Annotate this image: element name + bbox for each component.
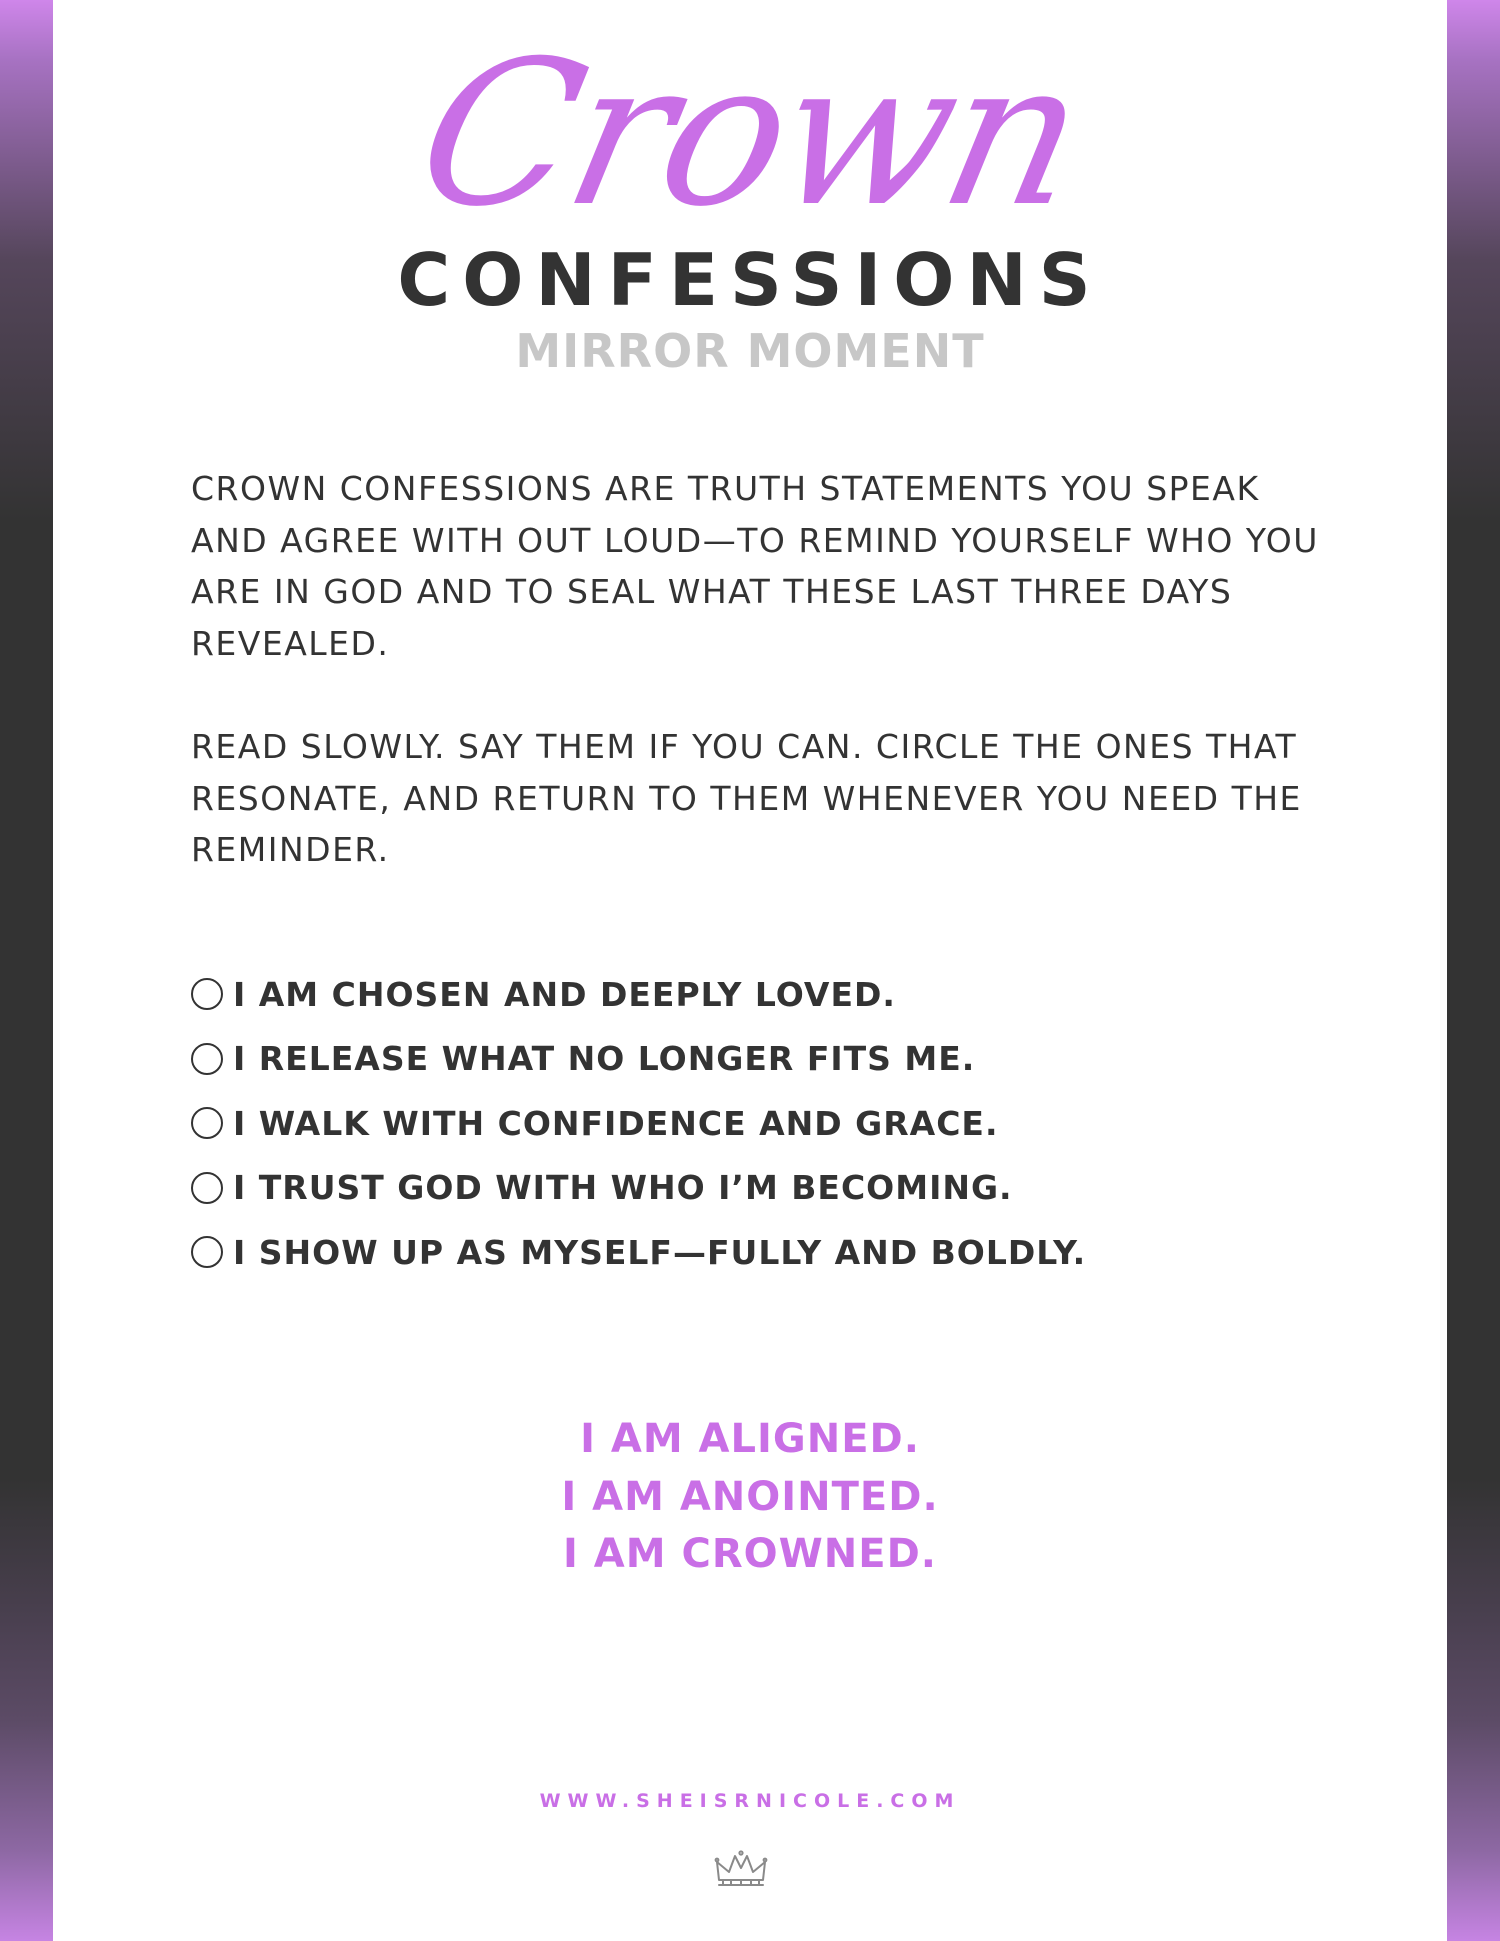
affirmation-text: I AM CHOSEN AND DEEPLY LOVED.	[233, 974, 896, 1014]
declaration-line: I AM ANOINTED.	[561, 1473, 939, 1520]
affirmation-item	[191, 1027, 1086, 1092]
affirmation-item	[191, 1156, 1086, 1221]
affirmation-list	[191, 962, 1086, 1285]
affirmation-item	[191, 962, 1086, 1027]
circle-checkbox[interactable]	[191, 1172, 223, 1204]
page-title: CONFESSIONS	[397, 238, 1103, 322]
crown-icon	[713, 1850, 769, 1890]
declarations	[0, 1411, 1500, 1584]
circle-checkbox[interactable]	[191, 1043, 223, 1075]
script-title: Crown	[400, 18, 1100, 251]
affirmation-text: I TRUST GOD WITH WHO I’M BECOMING.	[233, 1168, 1013, 1208]
page-subtitle: MIRROR MOMENT	[515, 324, 985, 378]
affirmation-text: I WALK WITH CONFIDENCE AND GRACE.	[233, 1103, 999, 1143]
circle-checkbox[interactable]	[191, 978, 223, 1010]
affirmation-item	[191, 1220, 1086, 1285]
circle-checkbox[interactable]	[191, 1107, 223, 1139]
affirmation-text: I RELEASE WHAT NO LONGER FITS ME.	[233, 1039, 976, 1079]
affirmation-item	[191, 1091, 1086, 1156]
intro-paragraph-2: READ SLOWLY. SAY THEM IF YOU CAN. CIRCLE THE ONES THAT RESONATE, AND RETURN TO THEM WHENEVER YOU NEED THE REMINDER.	[191, 727, 1302, 869]
declaration-line: I AM ALIGNED.	[580, 1416, 920, 1462]
website-link[interactable]: WWW.SHEISRNICOLE.COM	[539, 1790, 961, 1812]
declaration-line: I AM CROWNED.	[563, 1531, 937, 1577]
affirmation-text: I SHOW UP AS MYSELF—FULLY AND BOLDLY.	[233, 1232, 1087, 1272]
intro-paragraph-1: CROWN CONFESSIONS ARE TRUTH STATEMENTS YOU SPEAK AND AGREE WITH OUT LOUD—TO REMIND YOURSELF WHO YOU ARE IN GOD AND TO SEAL WHAT THESE LAST THREE DAYS REVEALED.	[191, 469, 1319, 663]
circle-checkbox[interactable]	[191, 1236, 223, 1268]
